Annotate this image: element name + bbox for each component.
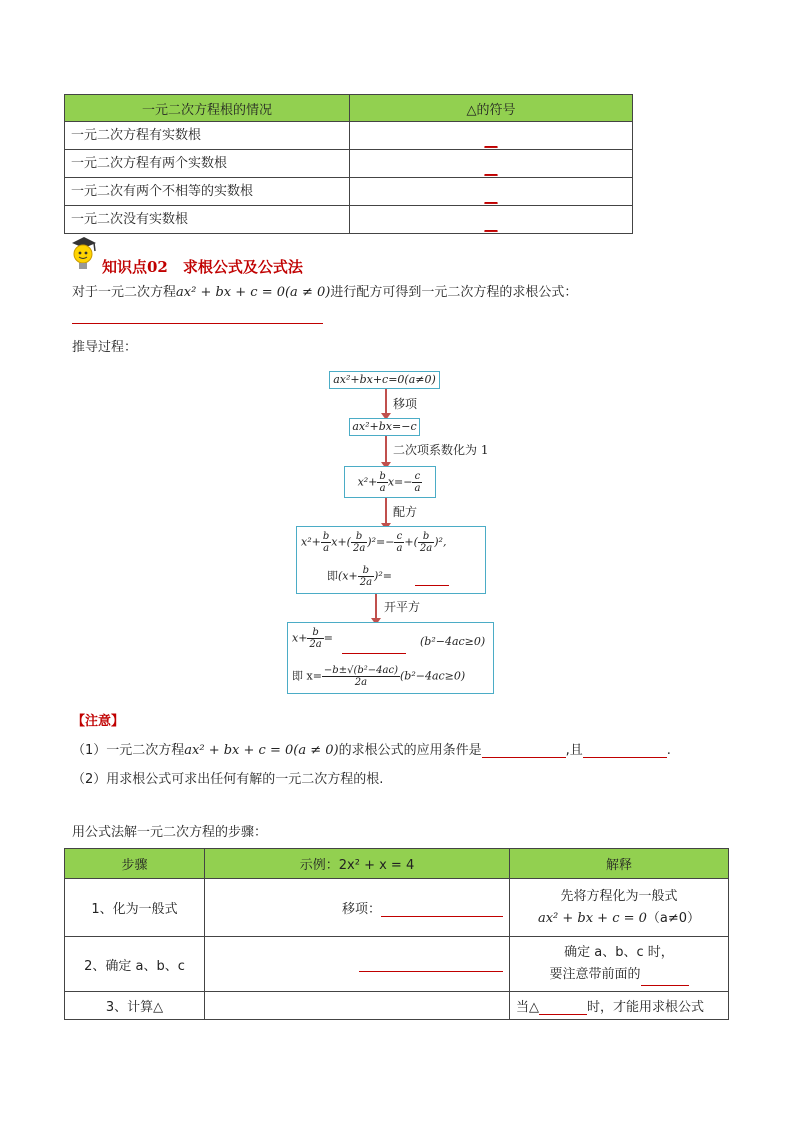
note-title: 【注意】 bbox=[72, 714, 125, 729]
steps-table bbox=[64, 848, 729, 1020]
row-label: 一元二次方程有实数根 bbox=[65, 122, 350, 150]
answer-blank bbox=[381, 916, 503, 917]
row-label: 一元二次方程有两个实数根 bbox=[65, 150, 350, 178]
steps-intro: 用公式法解一元二次方程的步骤： bbox=[72, 825, 268, 840]
row-value: __ bbox=[350, 122, 633, 150]
root-condition-table bbox=[64, 94, 633, 234]
header-root-situation: 一元二次方程根的情况 bbox=[65, 95, 350, 122]
flow-blank-1 bbox=[415, 585, 449, 586]
step-1: 1、化为一般式 bbox=[65, 879, 205, 937]
flow-arrow-3 bbox=[385, 498, 387, 524]
note-item-1: （1）一元二次方程ax² + bx + c = 0(a ≠ 0)的求根公式的应用条件是 ,且 . bbox=[72, 743, 671, 758]
row-value: __ bbox=[350, 150, 633, 178]
explain-2: 确定 a、b、c 时， 要注意带前面的 bbox=[510, 937, 729, 992]
intro-equation: ax² + bx + c = 0(a ≠ 0) bbox=[176, 285, 331, 300]
header-explain: 解释 bbox=[510, 849, 729, 879]
section-title: 知识点02 求根公式及公式法 bbox=[102, 258, 303, 276]
flow-box-2: ax²+bx=−c bbox=[349, 418, 420, 436]
flow-box-3: x²+ $\frac{b}{a}$ x=− $\frac{c}{a}$ bbox=[344, 466, 436, 498]
row-value: __ bbox=[350, 178, 633, 206]
flow-step-1: 移项 bbox=[393, 397, 418, 411]
answer-blank bbox=[482, 757, 566, 758]
answer-blank bbox=[641, 985, 689, 986]
flow-blank-2 bbox=[342, 653, 406, 654]
flow-arrow-1 bbox=[385, 389, 387, 414]
row-value: __ bbox=[350, 206, 633, 234]
answer-blank bbox=[359, 971, 503, 972]
flow-box-4: x²+ $\frac{b}{a}$ x+( $\frac{b}{2a}$ )²=− $\frac{c}{a}$ +( $\frac{b}{2a}$ )², 即(x+ $\frac{b}{2a}$ )²= bbox=[296, 526, 486, 594]
derivation-label: 推导过程： bbox=[72, 340, 138, 355]
flow-arrow-4 bbox=[375, 594, 377, 619]
answer-blank-formula bbox=[72, 323, 323, 324]
flow-box-1: ax²+bx+c=0(a≠0) bbox=[329, 371, 440, 389]
example-3 bbox=[205, 992, 510, 1020]
flow-arrow-2 bbox=[385, 436, 387, 463]
example-2 bbox=[205, 937, 510, 992]
header-example: 示例：2x² + x = 4 bbox=[205, 849, 510, 879]
flow-box-5: x+ $\frac{b}{2a}$ = (b²−4ac≥0) 即 x= $\frac{\text{−b±√(b²−4ac)}}{2a}$ (b²−4ac≥0) bbox=[287, 622, 494, 694]
lightbulb-icon bbox=[68, 236, 98, 272]
intro-pre: 对于一元二次方程 bbox=[72, 285, 177, 300]
step-2: 2、确定 a、b、c bbox=[65, 937, 205, 992]
row-label: 一元二次有两个不相等的实数根 bbox=[65, 178, 350, 206]
row-label: 一元二次没有实数根 bbox=[65, 206, 350, 234]
answer-blank bbox=[539, 1014, 587, 1015]
example-1: 移项： bbox=[205, 879, 510, 937]
intro-post: 进行配方可得到一元二次方程的求根公式： bbox=[330, 285, 578, 300]
note-item-2: （2）用求根公式可求出任何有解的一元二次方程的根. bbox=[72, 772, 384, 787]
flow-step-4: 开平方 bbox=[384, 600, 421, 614]
step-3: 3、计算△ bbox=[65, 992, 205, 1020]
answer-blank bbox=[583, 757, 667, 758]
flow-step-3: 配方 bbox=[393, 505, 418, 519]
header-step: 步骤 bbox=[65, 849, 205, 879]
flow-step-2: 二次项系数化为 1 bbox=[393, 443, 489, 457]
explain-1: 先将方程化为一般式 ax² + bx + c = 0（a≠0） bbox=[510, 879, 729, 937]
header-delta-sign: △的符号 bbox=[350, 95, 633, 122]
explain-3: 当△ 时，才能用求根公式 bbox=[510, 992, 729, 1020]
intro-line bbox=[72, 281, 577, 300]
